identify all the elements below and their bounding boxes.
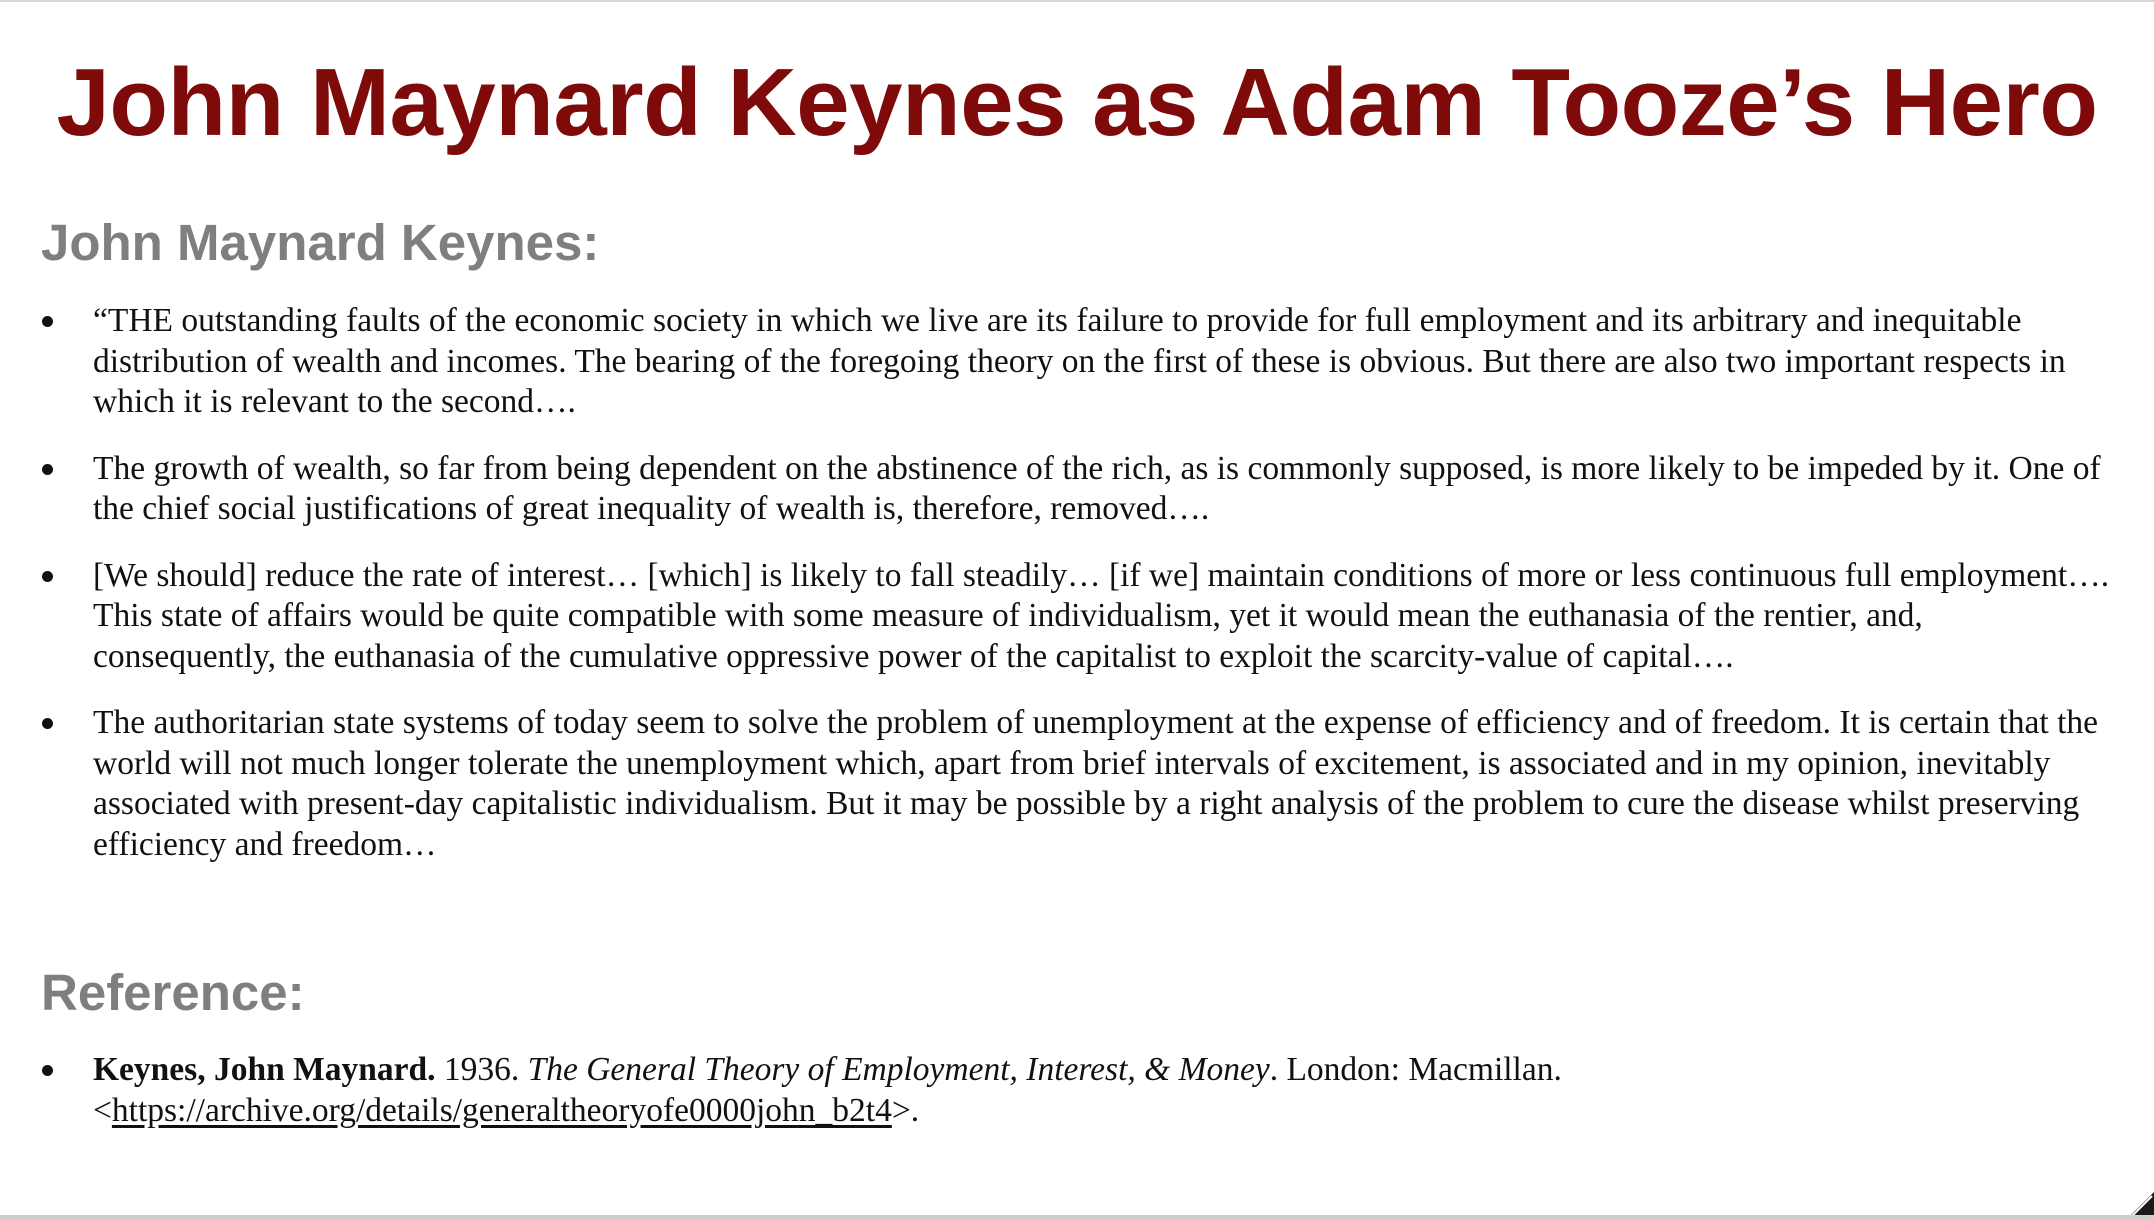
quote-text: “THE outstanding faults of the economic society in which we live are its failure to provide for full employment and its arbitrary and inequitable distribution of wealth and incomes. The bearing of the foregoing theory on the first of these is obvious. But there are also two important respects in which it is relevant to the second…. xyxy=(93,302,2066,420)
reference-author: Keynes, John Maynard. xyxy=(93,1051,436,1088)
reference-closing: >. xyxy=(891,1091,920,1129)
bullet-icon xyxy=(42,316,53,327)
quote-text: The growth of wealth, so far from being dependent on the abstinence of the rich, as is commonly supposed, is more likely to be impeded by it. One of the chief social justifications of great inequality of wealth is, therefore, removed…. xyxy=(93,449,2101,527)
quote-item xyxy=(0,703,2154,865)
reference-publisher: . London: Macmillan. < xyxy=(93,1051,1562,1129)
bullet-icon xyxy=(42,718,53,729)
reference-book-title: The General Theory of Employment, Interest, & Money xyxy=(527,1051,1270,1088)
reference-item xyxy=(0,1050,2154,1131)
bullet-icon xyxy=(42,1065,53,1076)
quote-text: The authoritarian state systems of today seem to solve the problem of unemployment at the expense of efficiency and of freedom. It is certain that the world will not much longer tolerate the unemployment which, apart from brief intervals of excitement, is associated and in my opinion, inevitably associated with present-day capitalistic individualism. But it may be possible by a right analysis of the problem to cure the disease whilst preserving efficiency and freedom… xyxy=(93,704,2099,863)
reference-url-link[interactable]: https://archive.org/details/generaltheoryofe0000john_b2t4 xyxy=(111,1091,892,1129)
bullet-icon xyxy=(42,571,53,582)
bullet-icon xyxy=(42,464,53,475)
quote-item xyxy=(0,301,2154,423)
reference-heading: Reference: xyxy=(41,964,305,1021)
quote-text: [We should] reduce the rate of interest… [which] is likely to fall steadily… [if we] maintain conditions of more or less continuous full employment…. This state of affairs would be quite compatible with some measure of individualism, yet it would mean the euthanasia of the rentier, and, consequently, the euthanasia of the cumulative oppressive power of the capitalist to exploit the scarcity-value of capital…. xyxy=(93,556,2110,675)
slide-title: John Maynard Keynes as Adam Tooze’s Hero xyxy=(56,49,2098,156)
quote-list xyxy=(0,301,2154,891)
quote-item xyxy=(0,449,2154,530)
window-bottom-border xyxy=(0,1215,2154,1220)
quote-item xyxy=(0,556,2154,678)
reference-year: 1936. xyxy=(435,1051,528,1088)
keynes-heading: John Maynard Keynes: xyxy=(41,214,600,271)
reference-list xyxy=(0,1050,2154,1131)
